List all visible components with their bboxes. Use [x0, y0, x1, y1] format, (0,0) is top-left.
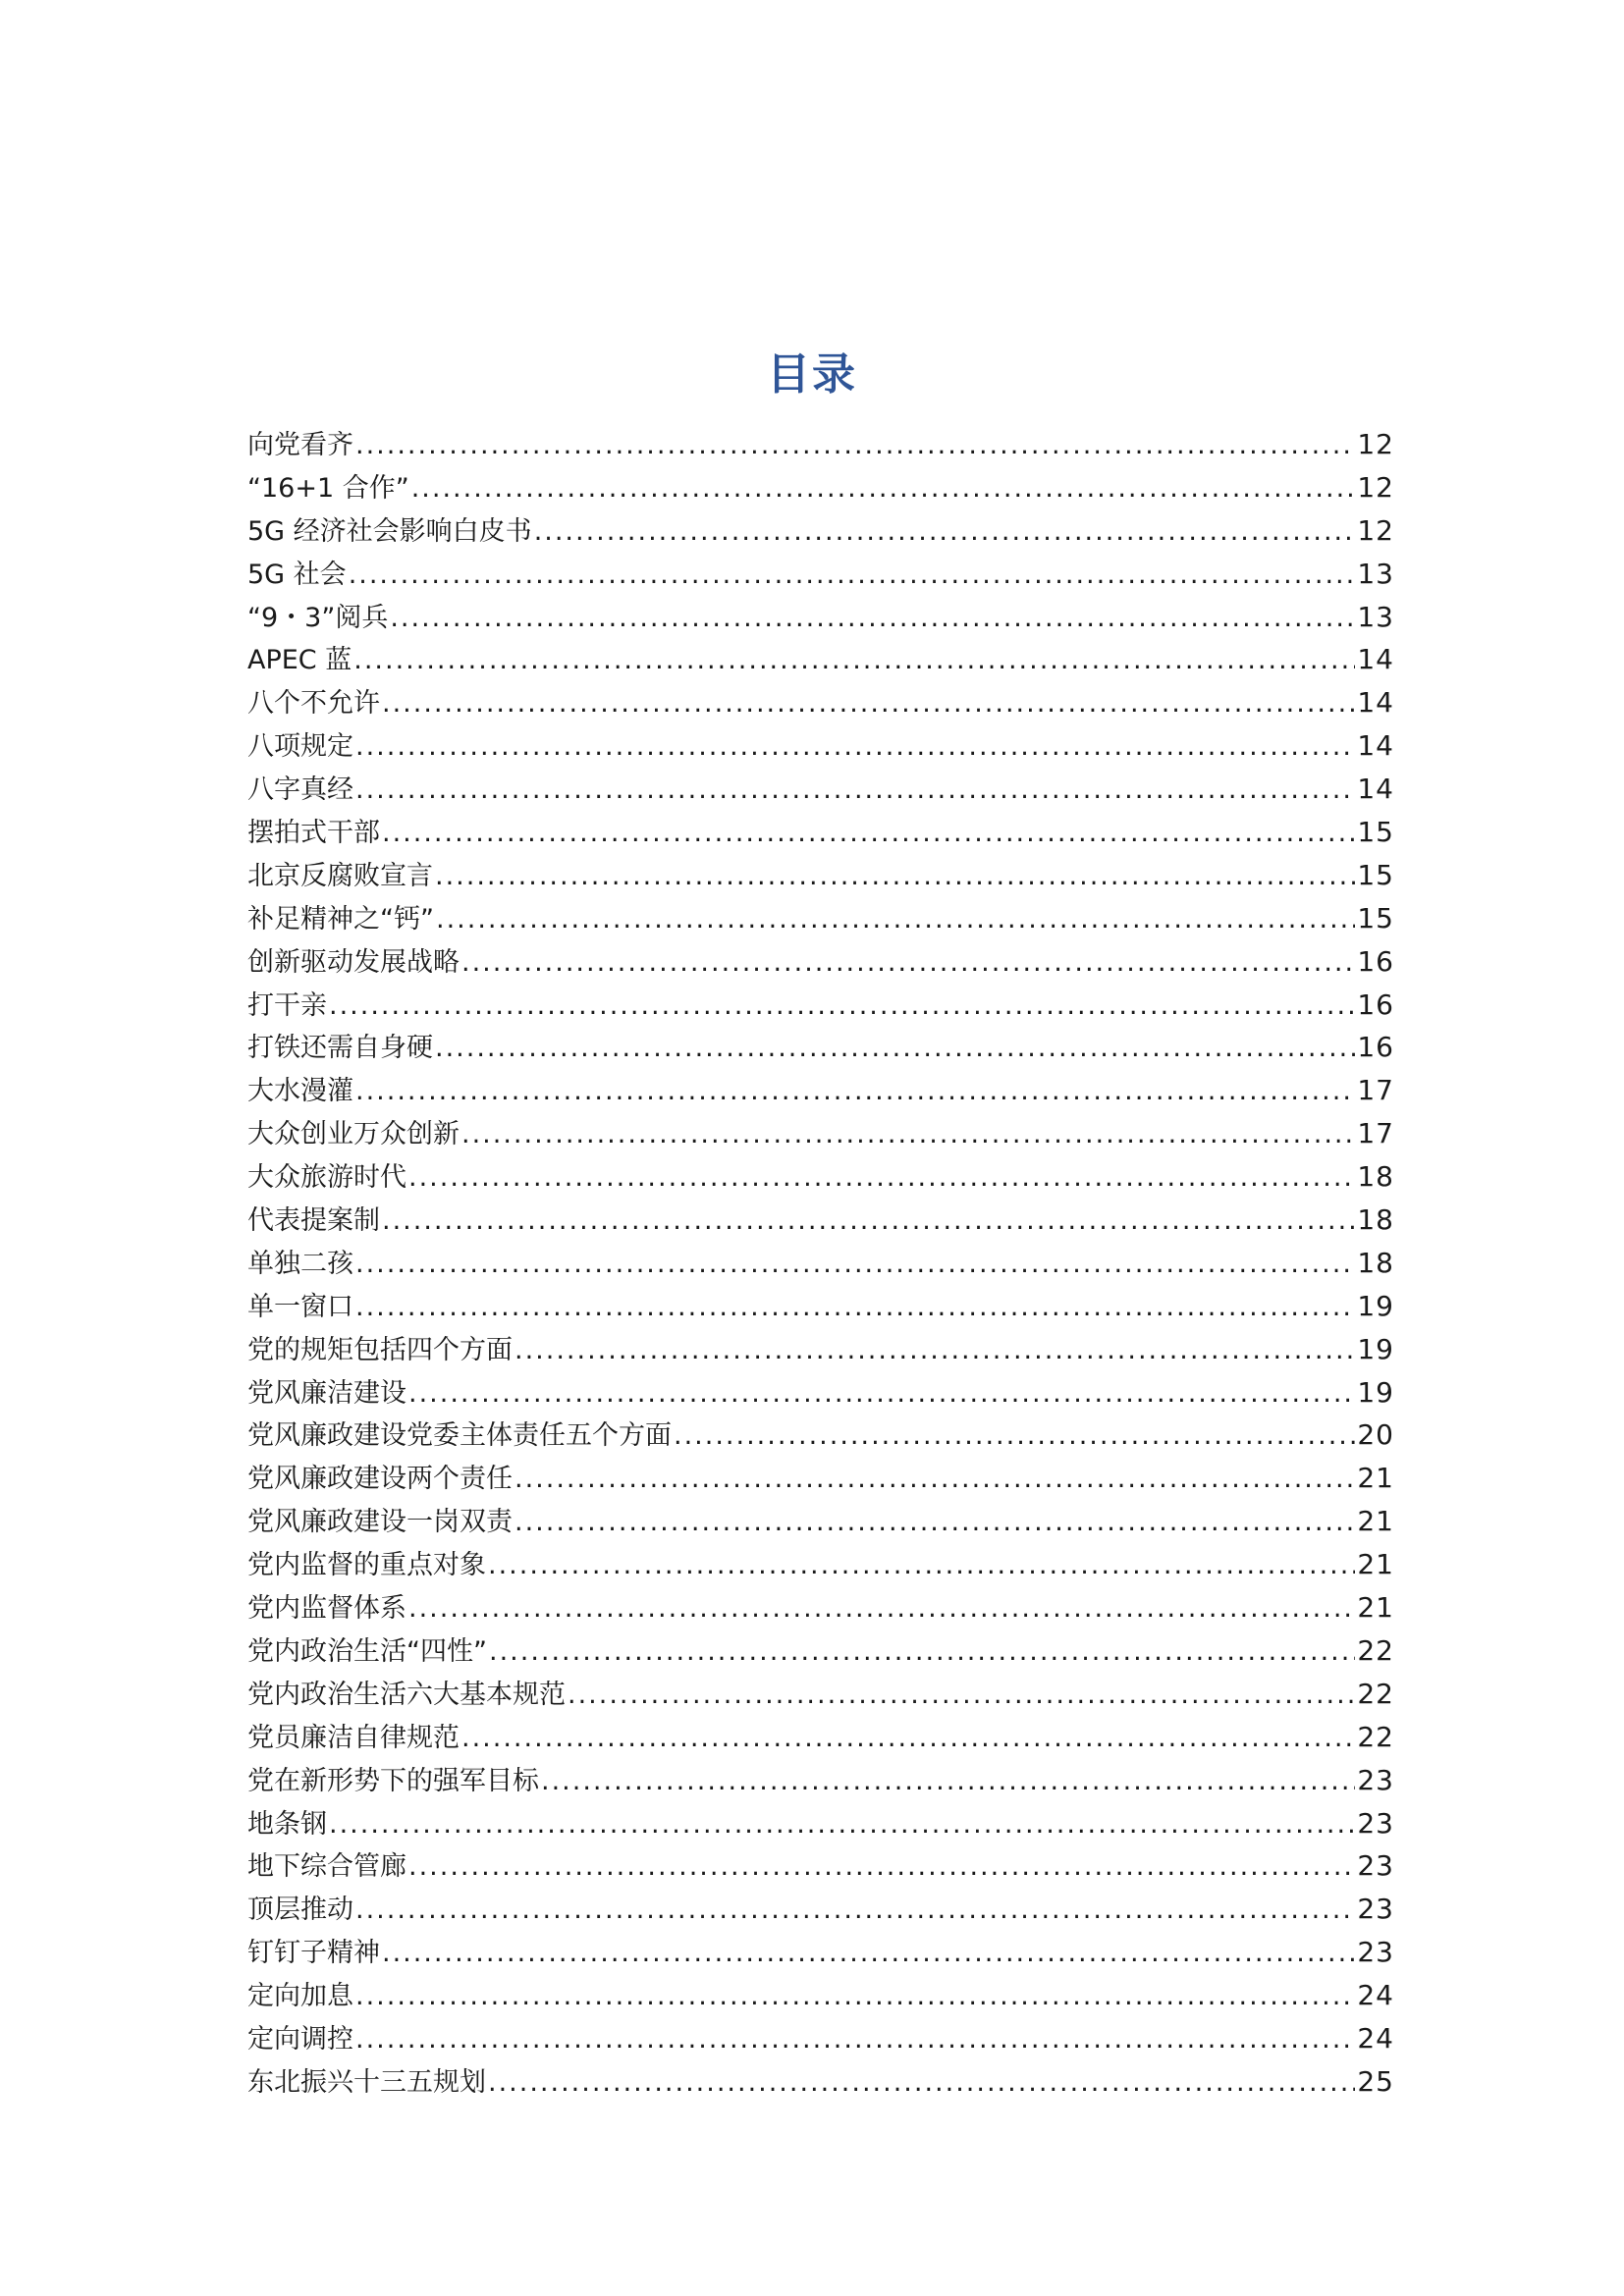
toc-dot-leader [355, 2018, 1355, 2061]
toc-dot-leader [408, 1587, 1355, 1630]
toc-entry-page-number: 17 [1357, 1117, 1394, 1150]
toc-entry-label: 党在新形势下的强军目标 [247, 1765, 539, 1796]
toc-entry-page-number: 12 [1357, 428, 1394, 460]
toc-entry[interactable] [247, 1802, 1394, 1845]
toc-entry-page-number: 18 [1357, 1160, 1394, 1194]
toc-dot-leader [355, 1286, 1355, 1329]
toc-entry-label: 地条钢 [247, 1808, 327, 1840]
toc-entry-label: 大众旅游时代 [247, 1162, 406, 1194]
toc-dot-leader [355, 1070, 1355, 1113]
toc-entry[interactable] [247, 1199, 1394, 1242]
toc-entry-label: 定向加息 [247, 1981, 353, 2012]
toc-entry[interactable] [247, 1457, 1394, 1500]
toc-dot-leader [568, 1674, 1355, 1717]
toc-entry-page-number: 22 [1357, 1677, 1394, 1710]
toc-dot-leader [461, 941, 1355, 985]
toc-dot-leader [382, 682, 1355, 725]
toc-entry-label: 党员廉洁自律规范 [247, 1722, 460, 1753]
toc-entry-label: 5G 社会 [247, 559, 347, 590]
toc-entry[interactable] [247, 596, 1394, 639]
toc-dot-leader [435, 1027, 1355, 1070]
toc-entry[interactable] [247, 1242, 1394, 1285]
toc-dot-leader [382, 1200, 1355, 1243]
toc-entry-page-number: 13 [1357, 600, 1394, 633]
toc-entry[interactable] [247, 1931, 1394, 1974]
toc-entry[interactable] [247, 1543, 1394, 1586]
toc-dot-leader [514, 1458, 1355, 1501]
toc-entry-page-number: 25 [1357, 2064, 1394, 2098]
toc-entry-page-number: 19 [1357, 1289, 1394, 1322]
toc-entry-label: 党内监督的重点对象 [247, 1550, 486, 1581]
toc-dot-leader [355, 1975, 1355, 2018]
toc-entry[interactable] [247, 1888, 1394, 1931]
toc-entry-label: 党内政治生活六大基本规范 [247, 1679, 566, 1710]
toc-entry-page-number: 21 [1357, 1548, 1394, 1581]
toc-entry[interactable] [247, 940, 1394, 984]
toc-entry-label: 党风廉政建设两个责任 [247, 1464, 513, 1495]
toc-entry[interactable] [247, 1155, 1394, 1199]
toc-entry-label: 党内政治生活“四性” [247, 1635, 487, 1667]
toc-entry[interactable] [247, 1371, 1394, 1415]
toc-entry-label: 5G 经济社会影响白皮书 [247, 515, 532, 547]
toc-entry[interactable] [247, 2060, 1394, 2104]
toc-entry-page-number: 21 [1357, 1505, 1394, 1538]
toc-entry-label: 定向调控 [247, 2023, 353, 2055]
toc-dot-leader [355, 725, 1355, 769]
toc-entry-page-number: 16 [1357, 944, 1394, 978]
toc-entry-label: “16+1 合作” [247, 472, 409, 504]
toc-dot-leader [355, 769, 1355, 812]
toc-dot-leader [514, 1329, 1355, 1372]
page-title: 目录 [767, 349, 857, 400]
toc-entry[interactable] [247, 724, 1394, 768]
toc-entry-page-number: 15 [1357, 816, 1394, 849]
toc-entry-label: 八个不允许 [247, 688, 380, 720]
toc-entry-page-number: 23 [1357, 1849, 1394, 1883]
toc-entry-label: 东北振兴十三五规划 [247, 2066, 486, 2098]
toc-entry-page-number: 22 [1357, 1720, 1394, 1753]
toc-dot-leader [408, 1156, 1355, 1200]
toc-entry-label: 创新驱动发展战略 [247, 946, 460, 978]
toc-dot-leader [390, 597, 1355, 640]
toc-entry-page-number: 12 [1357, 513, 1394, 547]
toc-dot-leader [514, 1501, 1355, 1544]
toc-entry-page-number: 24 [1357, 1979, 1394, 2012]
toc-entry-label: 顶层推动 [247, 1895, 353, 1926]
toc-entry[interactable] [247, 811, 1394, 854]
toc-entry-page-number: 21 [1357, 1462, 1394, 1495]
toc-entry[interactable] [247, 1328, 1394, 1371]
toc-dot-leader [355, 1889, 1355, 1932]
toc-dot-leader [488, 1544, 1355, 1587]
toc-entry-label: 向党看齐 [247, 430, 353, 460]
toc-entry-page-number: 15 [1357, 901, 1394, 934]
table-of-contents [247, 423, 1394, 2104]
toc-entry-label: 党风廉政建设一岗双责 [247, 1507, 513, 1538]
toc-entry-page-number: 15 [1357, 858, 1394, 891]
toc-entry-page-number: 20 [1357, 1418, 1394, 1452]
toc-dot-leader [436, 898, 1355, 941]
toc-entry-page-number: 22 [1357, 1633, 1394, 1667]
toc-entry-label: 单独二孩 [247, 1248, 353, 1279]
toc-entry[interactable] [247, 1759, 1394, 1802]
toc-entry-label: 大众创业万众创新 [247, 1119, 460, 1150]
toc-dot-leader [408, 1845, 1355, 1889]
toc-entry[interactable] [247, 1673, 1394, 1716]
toc-entry-page-number: 14 [1357, 643, 1394, 676]
toc-entry-label: 补足精神之“钙” [247, 903, 434, 934]
toc-entry-label: 打干亲 [247, 989, 327, 1021]
toc-entry[interactable] [247, 2017, 1394, 2060]
toc-entry-label: 打铁还需自身硬 [247, 1033, 433, 1064]
toc-entry[interactable] [247, 1026, 1394, 1069]
toc-entry[interactable] [247, 897, 1394, 940]
toc-entry-label: 党内监督体系 [247, 1593, 406, 1625]
toc-entry[interactable] [247, 768, 1394, 811]
toc-entry-label: 地下综合管廊 [247, 1851, 406, 1883]
toc-entry[interactable] [247, 1069, 1394, 1112]
toc-entry-label: 党的规矩包括四个方面 [247, 1334, 513, 1365]
toc-entry[interactable] [247, 638, 1394, 681]
toc-entry-label: 八项规定 [247, 731, 353, 763]
toc-entry[interactable] [247, 1285, 1394, 1328]
toc-entry[interactable] [247, 423, 1394, 466]
toc-entry[interactable] [247, 1500, 1394, 1543]
toc-entry[interactable] [247, 1629, 1394, 1673]
toc-entry[interactable] [247, 1974, 1394, 2017]
toc-entry-label: 党风廉政建设党委主体责任五个方面 [247, 1420, 672, 1452]
toc-entry-page-number: 14 [1357, 686, 1394, 720]
toc-dot-leader [488, 2061, 1355, 2105]
toc-entry[interactable] [247, 1716, 1394, 1759]
toc-entry-page-number: 18 [1357, 1203, 1394, 1237]
toc-dot-leader [411, 467, 1356, 510]
toc-entry-label: 摆拍式干部 [247, 818, 380, 849]
toc-dot-leader [534, 510, 1356, 554]
toc-entry[interactable] [247, 553, 1394, 596]
toc-dot-leader [435, 855, 1355, 898]
toc-entry-page-number: 18 [1357, 1246, 1394, 1279]
toc-entry[interactable] [247, 984, 1394, 1027]
toc-entry-label: 单一窗口 [247, 1291, 353, 1322]
toc-dot-leader [489, 1630, 1355, 1674]
toc-entry-page-number: 21 [1357, 1591, 1394, 1625]
toc-entry[interactable] [247, 1844, 1394, 1888]
toc-entry-page-number: 13 [1357, 557, 1394, 590]
toc-entry[interactable] [247, 854, 1394, 897]
toc-entry[interactable] [247, 509, 1394, 553]
toc-entry-label: 代表提案制 [247, 1205, 380, 1237]
toc-dot-leader [382, 1932, 1355, 1975]
toc-entry-page-number: 24 [1357, 2021, 1394, 2055]
toc-entry[interactable] [247, 1414, 1394, 1457]
toc-entry-page-number: 12 [1357, 470, 1394, 504]
toc-entry-label: “9・3”阅兵 [247, 602, 389, 633]
toc-entry-page-number: 23 [1357, 1806, 1394, 1840]
toc-dot-leader [461, 1113, 1355, 1156]
toc-entry[interactable] [247, 466, 1394, 509]
toc-entry-page-number: 23 [1357, 1893, 1394, 1926]
toc-entry-label: 北京反腐败宣言 [247, 860, 433, 891]
toc-entry[interactable] [247, 1586, 1394, 1629]
toc-entry-label: 大水漫灌 [247, 1076, 353, 1107]
toc-entry-page-number: 14 [1357, 729, 1394, 763]
toc-entry-label: 八字真经 [247, 774, 353, 806]
toc-entry-page-number: 14 [1357, 773, 1394, 806]
toc-dot-leader [355, 424, 1355, 467]
toc-entry-label: 党风廉洁建设 [247, 1377, 406, 1409]
toc-dot-leader [408, 1372, 1355, 1415]
toc-entry[interactable] [247, 1112, 1394, 1155]
toc-dot-leader [461, 1717, 1355, 1760]
toc-entry-page-number: 23 [1357, 1763, 1394, 1796]
toc-dot-leader [541, 1760, 1355, 1803]
toc-entry-page-number: 17 [1357, 1074, 1394, 1107]
toc-dot-leader [353, 639, 1355, 682]
toc-dot-leader [355, 1243, 1355, 1286]
toc-dot-leader [674, 1415, 1355, 1458]
toc-entry-page-number: 16 [1357, 988, 1394, 1021]
toc-entry-page-number: 19 [1357, 1332, 1394, 1365]
toc-dot-leader [329, 1803, 1355, 1846]
toc-entry-label: APEC 蓝 [247, 645, 352, 676]
toc-dot-leader [329, 985, 1355, 1028]
toc-entry-page-number: 16 [1357, 1031, 1394, 1064]
toc-dot-leader [349, 554, 1356, 597]
toc-entry-label: 钉钉子精神 [247, 1938, 380, 1969]
toc-dot-leader [382, 812, 1355, 855]
toc-entry[interactable] [247, 681, 1394, 724]
toc-entry-page-number: 23 [1357, 1936, 1394, 1969]
toc-entry-page-number: 19 [1357, 1375, 1394, 1409]
